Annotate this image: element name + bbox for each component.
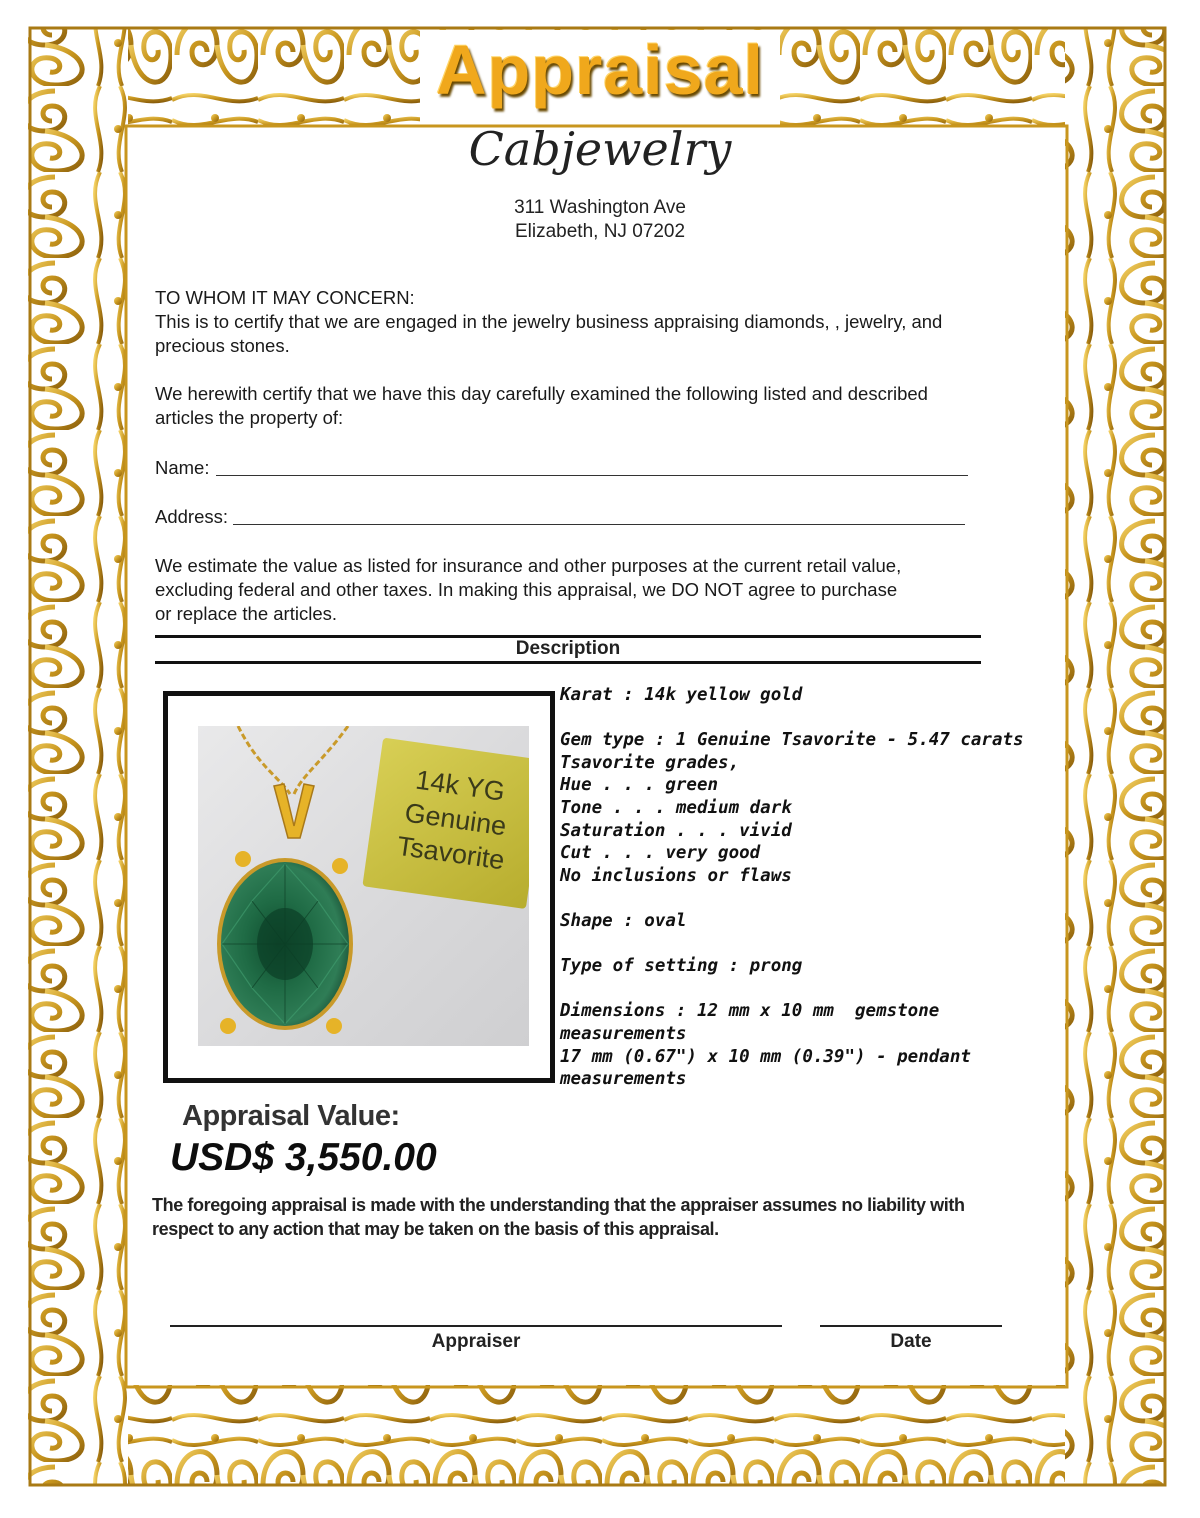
description-spacer — [560, 887, 1060, 910]
appraisal-value-amount: USD$ 3,550.00 — [170, 1136, 437, 1179]
tag-line: Tsavorite — [395, 830, 507, 876]
estimate-line-1: We estimate the value as listed for insurance and other purposes at the current retail value, — [155, 555, 902, 576]
name-field[interactable] — [216, 475, 968, 476]
intro-paragraph-1: This is to certify that we are engaged in the jewelry business appraising diamonds, , jewelry, and precious stones. — [155, 311, 943, 356]
appraiser-signature-line[interactable] — [170, 1325, 782, 1327]
description-line: Karat : 14k yellow gold — [560, 685, 803, 705]
description-line: Cut . . . very good — [560, 843, 761, 864]
product-photo-frame — [163, 691, 555, 1083]
appraisal-value-label: Appraisal Value: — [182, 1100, 400, 1132]
disclaimer: The foregoing appraisal is made with the understanding that the appraiser assumes no liability with respect to any action that may be taken on the basis of this appraisal. — [152, 1195, 965, 1239]
appraiser-label: Appraiser — [431, 1331, 521, 1352]
address-line-1: 311 Washington Ave — [514, 197, 686, 218]
tag-line: 14k YG — [413, 764, 507, 807]
address-line-2: Elizabeth, NJ 07202 — [514, 221, 686, 242]
description-line: Tsavorite grades, — [560, 752, 740, 773]
intro-paragraph-2: We herewith certify that we have this day carefully examined the following listed and described articles the property of: — [155, 383, 928, 428]
description-line: Shape : oval — [560, 910, 687, 931]
tag-line: Genuine — [402, 797, 509, 842]
description-line: Type of setting : prong — [560, 956, 803, 977]
estimate-line-2: excluding federal and other taxes. In making this appraisal, we DO NOT agree to purchase — [155, 579, 898, 600]
document-title: Appraisal — [436, 31, 764, 109]
description-line: 17 mm (0.67") x 10 mm (0.39") - pendant — [560, 1046, 971, 1067]
date-label: Date — [890, 1331, 932, 1352]
description-line: measurements — [560, 1069, 687, 1090]
description-line: Dimensions : 12 mm x 10 mm gemstone — [560, 1001, 940, 1022]
description-line: Gem type : 1 Genuine Tsavorite - 5.47 carats — [560, 730, 1024, 751]
description-spacer — [560, 707, 1060, 730]
description-line: Hue . . . green — [560, 775, 719, 796]
company-name: Cabjewelry — [468, 122, 732, 176]
pendant-image — [198, 726, 529, 1046]
estimate-line-3: or replace the articles. — [155, 603, 338, 624]
description-spacer — [560, 933, 1060, 956]
description-heading: Description — [515, 638, 621, 659]
description-line: Saturation . . . vivid — [560, 820, 792, 841]
name-label: Name: — [155, 457, 210, 478]
description-spacer — [560, 978, 1060, 1001]
product-photo — [198, 726, 529, 1046]
address-field[interactable] — [233, 524, 965, 525]
date-signature-line[interactable] — [820, 1325, 1002, 1327]
address-label: Address: — [155, 506, 229, 527]
description-rule-bottom — [155, 661, 981, 664]
description-line: Tone . . . medium dark — [560, 797, 792, 818]
description-details — [560, 684, 1060, 1091]
description-line: No inclusions or flaws — [560, 865, 792, 886]
salutation: TO WHOM IT MAY CONCERN: — [155, 287, 415, 308]
description-line: measurements — [560, 1023, 687, 1044]
